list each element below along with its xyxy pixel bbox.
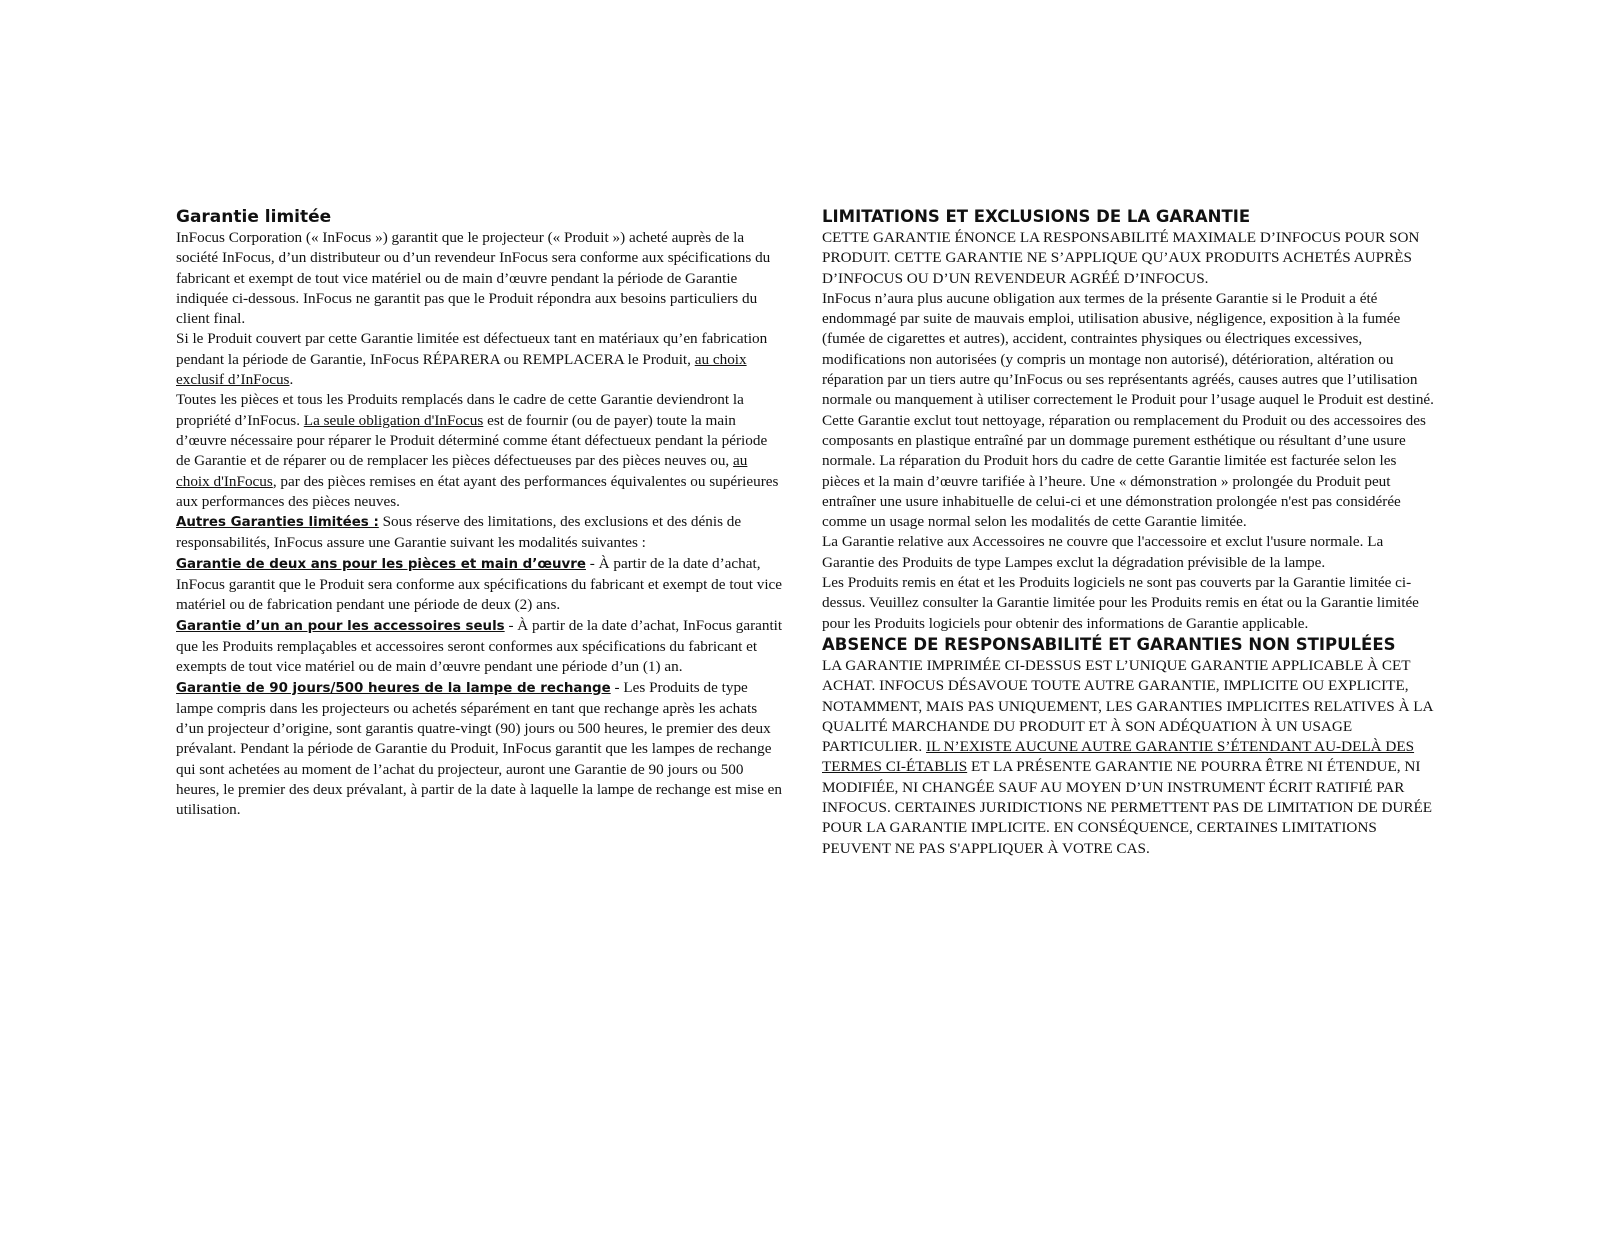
subheading-one-year-accessories: Garantie d’un an pour les accessoires seuls (176, 618, 505, 634)
underlined-phrase: au choix exclusif d’InFocus (176, 350, 747, 389)
text-segment: - À partir de la date d’achat, InFocus garantit que les Produits remplaçables et accessoires seront conformes aux spécifications du fabricant et exempts de tout vice matériel ou de main d’œuvre pendant une période d’un (1) an. (176, 616, 783, 676)
underlined-phrase: IL N’EXISTE AUCUNE AUTRE GARANTIE S’ÉTENDANT AU-DELÀ DES TERMES CI-ÉTABLIS (822, 738, 1415, 776)
paragraph-warranty-intro: InFocus Corporation (« InFocus ») garantit que le projecteur (« Produit ») acheté auprès de la société InFocus, d’un distributeur ou d’un revendeur InFocus sera conforme aux spécifications du fabricant et exempt de tout vice matériel ou de main d’œuvre pendant la période de Garantie indiquée ci-dessous. InFocus ne garantit pas que le Produit répondra aux besoins particuliers du client final. (176, 229, 771, 328)
paragraph-refurbished-software: Les Produits remis en état et les Produits logiciels ne sont pas couverts par la Garantie limitée ci-dessus. Veuillez consulter la Garantie limitée pour les Produits remis en état ou la Garantie limitée pour les Produits logiciels pour obtenir des informations de Garantie applicable. (822, 574, 1419, 632)
underlined-phrase: au choix d'InFocus (176, 452, 748, 490)
text-segment: , par des pièces remises en état ayant des performances équivalentes ou supérieures aux performances des pièces neuves. (176, 472, 779, 510)
section-title-disclaimer: ABSENCE DE RESPONSABILITÉ ET GARANTIES NON STIPULÉES (822, 634, 1396, 654)
text-segment: LA GARANTIE IMPRIMÉE CI-DESSUS EST L’UNIQUE GARANTIE APPLICABLE À CET ACHAT. INFOCUS DÉSAVOUE TOUTE AUTRE GARANTIE, IMPLICITE OU EXPLICITE, NOTAMMENT, MAIS PAS UNIQUEMENT, LES GARANTIES IMPLICITES RELATIVES À LA QUALITÉ MARCHANDE DU PRODUIT ET À SON ADÉQUATION À UN USAGE PARTICULIER. (822, 656, 1433, 756)
paragraph-one-year-accessories (176, 616, 784, 678)
right-column (822, 206, 1434, 859)
left-column (176, 206, 784, 821)
subheading-two-year-warranty: Garantie de deux ans pour les pièces et main d’œuvre (176, 556, 586, 572)
paragraph-replaced-parts (176, 390, 784, 512)
paragraph-no-obligation: InFocus n’aura plus aucune obligation aux termes de la présente Garantie si le Produit a été endommagé par suite de mauvais emploi, utilisation abusive, négligence, exposition à la fumée (fumée de cigarettes et autres), accident, contraintes physiques ou électriques excessives, modifications non autorisées (y compris un montage non autorisé), détérioration, altération ou réparation par un tiers autre qu’InFocus ou ses représentants agréés, causes autres que l’utilisation normale ou manquement à utiliser correctement le Produit pour l’usage auquel le Produit est destiné. (822, 289, 1434, 409)
section-title-limited-warranty: Garantie limitée (176, 207, 332, 227)
paragraph-max-liability: CETTE GARANTIE ÉNONCE LA RESPONSABILITÉ MAXIMALE D’INFOCUS POUR SON PRODUIT. CETTE GARANTIE NE S’APPLIQUE QU’AUX PRODUITS ACHETÉS AUPRÈS D’INFOCUS OU D’UN REVENDEUR AGRÉÉ D’INFOCUS. (822, 229, 1420, 287)
underlined-phrase: La seule obligation d'InFocus (303, 411, 484, 429)
paragraph-accessories-lamps: La Garantie relative aux Accessoires ne couvre que l'accessoire et exclut l'usure normale. La Garantie des Produits de type Lampes exclut la dégradation prévisible de la lampe. (822, 533, 1384, 571)
text-segment: Si le Produit couvert par cette Garantie limitée est défectueux tant en matériaux qu’en fabrication pendant la période de Garantie, InFocus RÉPARERA ou REMPLACERA le Produit, (176, 330, 768, 368)
paragraph-disclaimer (822, 656, 1434, 859)
text-segment: . (289, 371, 294, 389)
paragraph-lamp-warranty (176, 678, 784, 821)
paragraph-other-warranties (176, 512, 784, 554)
paragraph-two-year-warranty (176, 554, 784, 616)
text-segment: - Les Produits de type lampe compris dans les projecteurs ou achetés séparément en tant que rechange après les achats d’un projecteur d’origine, sont garantis quatre-vingt (90) jours ou 500 heures, le premier des deux prévalant. Pendant la période de Garantie du Produit, InFocus garantit que les lampes de rechange qui sont achetées au moment de l’achat du projecteur, auront une Garantie de 90 jours ou 500 heures, le premier des deux prévalant, à partir de la date à laquelle la lampe de rechange est mise en utilisation. (176, 678, 782, 819)
subheading-lamp-warranty: Garantie de 90 jours/500 heures de la lampe de rechange (176, 680, 611, 696)
subheading-other-warranties: Autres Garanties limitées : (176, 515, 379, 531)
text-segment: - À partir de la date d’achat, InFocus garantit que le Produit sera conforme aux spécifications du fabricant et exempt de tout vice matériel ou de fabrication pendant une période de deux (2) ans. (176, 554, 783, 614)
text-segment: Toutes les pièces et tous les Produits remplacés dans le cadre de cette Garantie deviendront la propriété d’InFocus. (176, 391, 744, 429)
section-title-limitations: LIMITATIONS ET EXCLUSIONS DE LA GARANTIE (822, 207, 1251, 226)
paragraph-cleaning-exclusion: Cette Garantie exclut tout nettoyage, réparation ou remplacement du Produit ou des accessoires des composants en plastique entraîné par un dommage purement esthétique ou résultant d’une usure normale. La réparation du Produit hors du cadre de cette Garantie limitée est facturée selon les pièces et la main d’œuvre tarifiée à l’heure. Une « démonstration » prolongée du Produit peut entraîner une usure inhabituelle de celui-ci et une démonstration prolongée n'est pas considérée comme un usage normal selon les modalités de cette Garantie limitée. (822, 411, 1426, 531)
text-segment: est de fournir (ou de payer) toute la main d’œuvre nécessaire pour réparer le Produit déterminé comme étant défectueux pendant la période de Garantie et de réparer ou de remplacer les pièces défectueuses par des pièces neuves ou, (176, 411, 768, 470)
text-segment: ET LA PRÉSENTE GARANTIE NE POURRA ÊTRE NI ÉTENDUE, NI MODIFIÉE, NI CHANGÉE SAUF AU MOYEN D’UN INSTRUMENT ÉCRIT RATIFIÉ PAR INFOCUS. CERTAINES JURIDICTIONS NE PERMETTENT PAS DE LIMITATION DE DURÉE POUR LA GARANTIE IMPLICITE. EN CONSÉQUENCE, CERTAINES LIMITATIONS PEUVENT NE PAS S'APPLIQUER À VOTRE CAS. (822, 758, 1433, 857)
text-segment: Sous réserve des limitations, des exclusions et des dénis de responsabilités, InFocus assure une Garantie suivant les modalités suivantes : (176, 513, 742, 552)
paragraph-repair-replace (176, 329, 784, 390)
